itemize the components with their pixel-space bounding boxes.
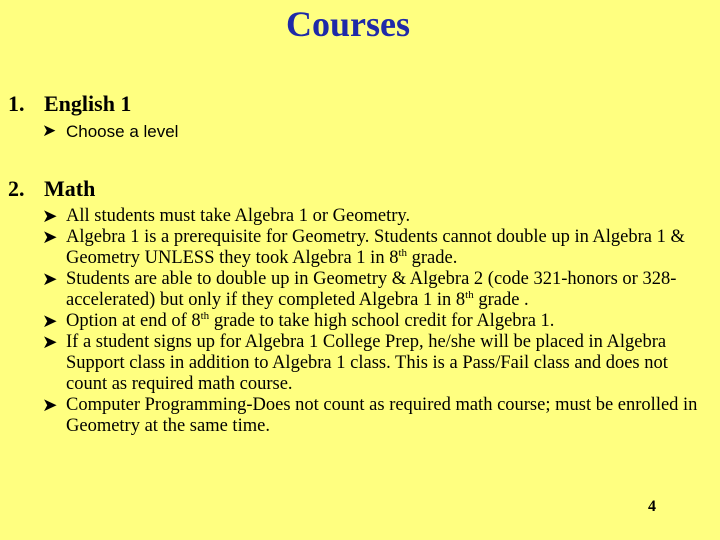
bullet-text: Option at end of 8th grade to take high school credit for Algebra 1. bbox=[66, 310, 555, 331]
ordinal-suffix: th bbox=[398, 247, 408, 259]
bullet-text: Choose a level bbox=[66, 122, 179, 141]
arrowhead-bullet-icon: ➤ bbox=[42, 332, 58, 353]
section-number: 1. bbox=[8, 91, 25, 116]
arrowhead-bullet-icon: ➤ bbox=[42, 395, 58, 416]
section-heading-math bbox=[8, 175, 95, 203]
arrowhead-bullet-icon: ➤ bbox=[42, 206, 58, 227]
section-heading-english bbox=[8, 90, 131, 118]
ordinal-suffix: th bbox=[465, 289, 474, 301]
list-item bbox=[42, 227, 702, 269]
ordinal-suffix: th bbox=[200, 310, 210, 322]
section-heading-label: English 1 bbox=[44, 91, 132, 116]
arrowhead-bullet-icon: ➤ bbox=[42, 311, 58, 332]
list-item bbox=[42, 311, 702, 332]
bullet-text: Algebra 1 is a prerequisite for Geometry. Students cannot double up in Algebra 1 & Geometry UNLESS they took Algebra 1 in 8th grade. bbox=[66, 227, 685, 268]
bullet-text: All students must take Algebra 1 or Geometry. bbox=[66, 206, 411, 226]
arrowhead-bullet-icon: ➤ bbox=[42, 227, 58, 248]
section-number: 2. bbox=[8, 176, 25, 201]
page-number: 4 bbox=[648, 498, 656, 515]
section-heading-label: Math bbox=[44, 176, 96, 201]
list-item bbox=[42, 269, 702, 311]
list-item bbox=[42, 395, 702, 437]
math-bullet-list bbox=[42, 206, 702, 437]
list-item bbox=[42, 206, 702, 227]
list-item bbox=[42, 121, 178, 142]
bullet-text: If a student signs up for Algebra 1 College Prep, he/she will be placed in Algebra Support class in addition to Algebra 1 class. This is a Pass/Fail class and does not count as required math course. bbox=[66, 332, 668, 394]
bullet-text: Students are able to double up in Geometry & Algebra 2 (code 321-honors or 328-accelerated) but only if they completed Algebra 1 in 8th grade . bbox=[66, 269, 677, 310]
list-item bbox=[42, 332, 702, 395]
bullet-text: Computer Programming-Does not count as required math course; must be enrolled in Geometry at the same time. bbox=[66, 395, 698, 436]
arrowhead-bullet-icon: ➤ bbox=[42, 121, 57, 141]
english-bullet-list bbox=[42, 121, 178, 142]
arrowhead-bullet-icon: ➤ bbox=[42, 269, 58, 290]
slide-title: Courses bbox=[286, 4, 410, 44]
